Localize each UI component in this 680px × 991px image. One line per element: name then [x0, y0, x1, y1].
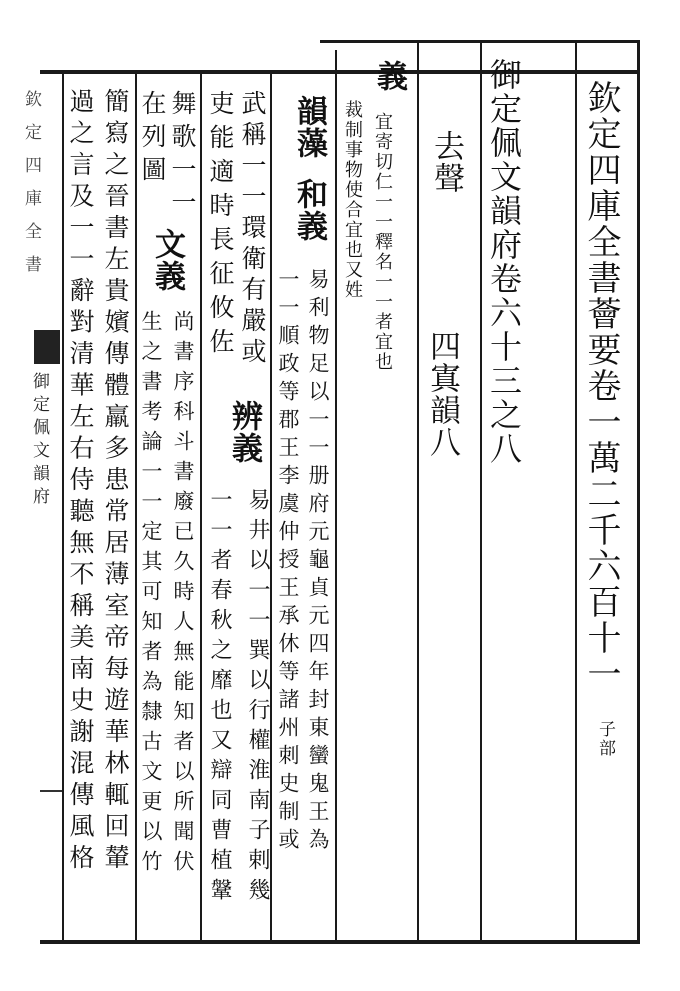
tone-heading: 去聲	[428, 130, 464, 194]
entry-head-def2: 裁制事物使合宜也又姓	[342, 100, 363, 300]
column-rule	[575, 42, 577, 942]
page-number-mark	[40, 790, 62, 792]
title-main: 欽定四庫全書薈要卷一萬二千六百十一	[581, 80, 621, 692]
col2-phrase: 辨義	[226, 400, 262, 464]
margin-top-label: 欽定四庫全書	[21, 90, 41, 288]
entry-head-char: 義	[371, 60, 407, 92]
column-rule	[135, 72, 137, 942]
book-title: 御定佩文韻府卷六十三之八	[485, 58, 523, 466]
title-section: 子部	[595, 720, 615, 758]
col2-cont: 易井以一一巽以行權淮南子剌幾	[245, 488, 270, 908]
fish-tail-marker	[34, 330, 60, 364]
col2-main: 武稱一一環衛有嚴或	[238, 90, 267, 369]
col3-cont: 一一者春秋之靡也又辯同曹植鞶	[207, 488, 232, 908]
column-rule	[417, 42, 419, 942]
col7-main: 過之言及一一辭對清華左右侍聽無不稱美南史謝混傳風格	[66, 88, 95, 876]
left-border	[62, 72, 64, 942]
column-rule	[200, 72, 202, 942]
col3-main: 吏能適時長征攸佐	[206, 90, 235, 362]
margin-bottom-label: 御定佩文韻府	[29, 372, 49, 510]
col6-main: 簡寫之晉書左貴嬪傳體羸多患常居薄室帝每遊華林輒回輦	[101, 88, 130, 876]
top-border	[40, 70, 640, 74]
col1-phrase: 和義	[291, 178, 327, 242]
rhyme-heading: 四寘韻八	[424, 330, 460, 458]
column-rule	[335, 50, 337, 942]
right-border	[637, 40, 640, 944]
col4-phrase: 文義	[149, 228, 185, 292]
col1-main: 易利物足以一一册府元龜貞元四年封東蠻鬼王為	[306, 268, 330, 856]
col1-head: 韻藻	[291, 95, 327, 159]
col5-main: 在列圖	[138, 90, 167, 189]
column-rule	[270, 72, 272, 942]
col1-sub: 一一順政等郡王李虞仲授王承休等諸州刺史制或	[276, 268, 300, 856]
column-rule	[480, 42, 482, 942]
entry-head-def: 宜寄切仁一一釋名一一者宜也	[372, 112, 393, 372]
col5-cont: 生之書考論一一定其可知者為隸古文更以竹	[139, 310, 163, 880]
bottom-border	[40, 940, 640, 944]
col4-main: 舞歌一一	[168, 90, 197, 222]
col4-cont: 尚書序科斗書廢已久時人無能知者以所聞伏	[171, 310, 195, 880]
